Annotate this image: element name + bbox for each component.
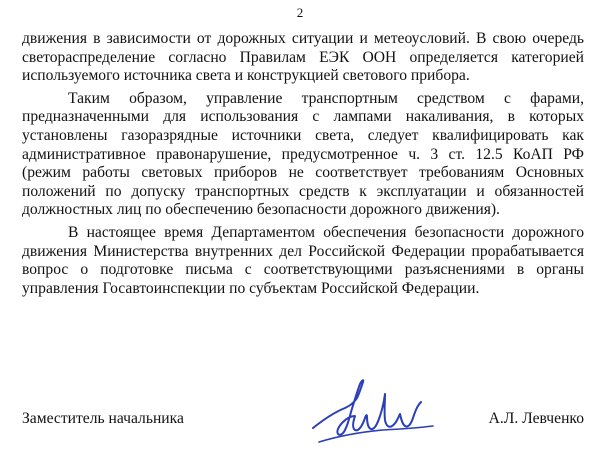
signer-name: А.Л. Левченко (488, 410, 584, 427)
letter-body (22, 30, 584, 298)
paragraph-current-status: В настоящее время Департаментом обеспечения безопасности дорожного движения Министерства внутренних дел Российской Федерации прорабатывается вопрос о подготовке письма с соответствующими разъяснениями в органы управления Госавтоинспекции по субъектам Российской Федерации. (22, 223, 584, 297)
handwritten-signature (305, 368, 455, 458)
signature-stroke-main (313, 380, 421, 435)
paragraph-continuation: движения в зависимости от дорожных ситуации и метеоусловий. В свою очередь светораспределение согласно Правилам ЕЭК ООН определяется категорией используемого источника света и конструкцией светового прибора. (22, 30, 584, 85)
signature-block (22, 410, 584, 434)
paragraph-conclusion: Таким образом, управление транспортным средством с фарами, предназначенными для использования с лампами накаливания, в которых установлены газоразрядные источники света, следует квалифицировать как административное правонарушение, предусмотренное ч. 3 ст. 12.5 КоАП РФ (режим работы световых приборов не соответствует требованиям Основных положений по допуску транспортных средств к эксплуатации и обязанностей должностных лиц по обеспечению безопасности дорожного движения). (22, 89, 584, 219)
page-number: 2 (296, 5, 304, 20)
signature-stroke-flourish (319, 426, 433, 442)
signer-title: Заместитель начальника (22, 410, 184, 427)
